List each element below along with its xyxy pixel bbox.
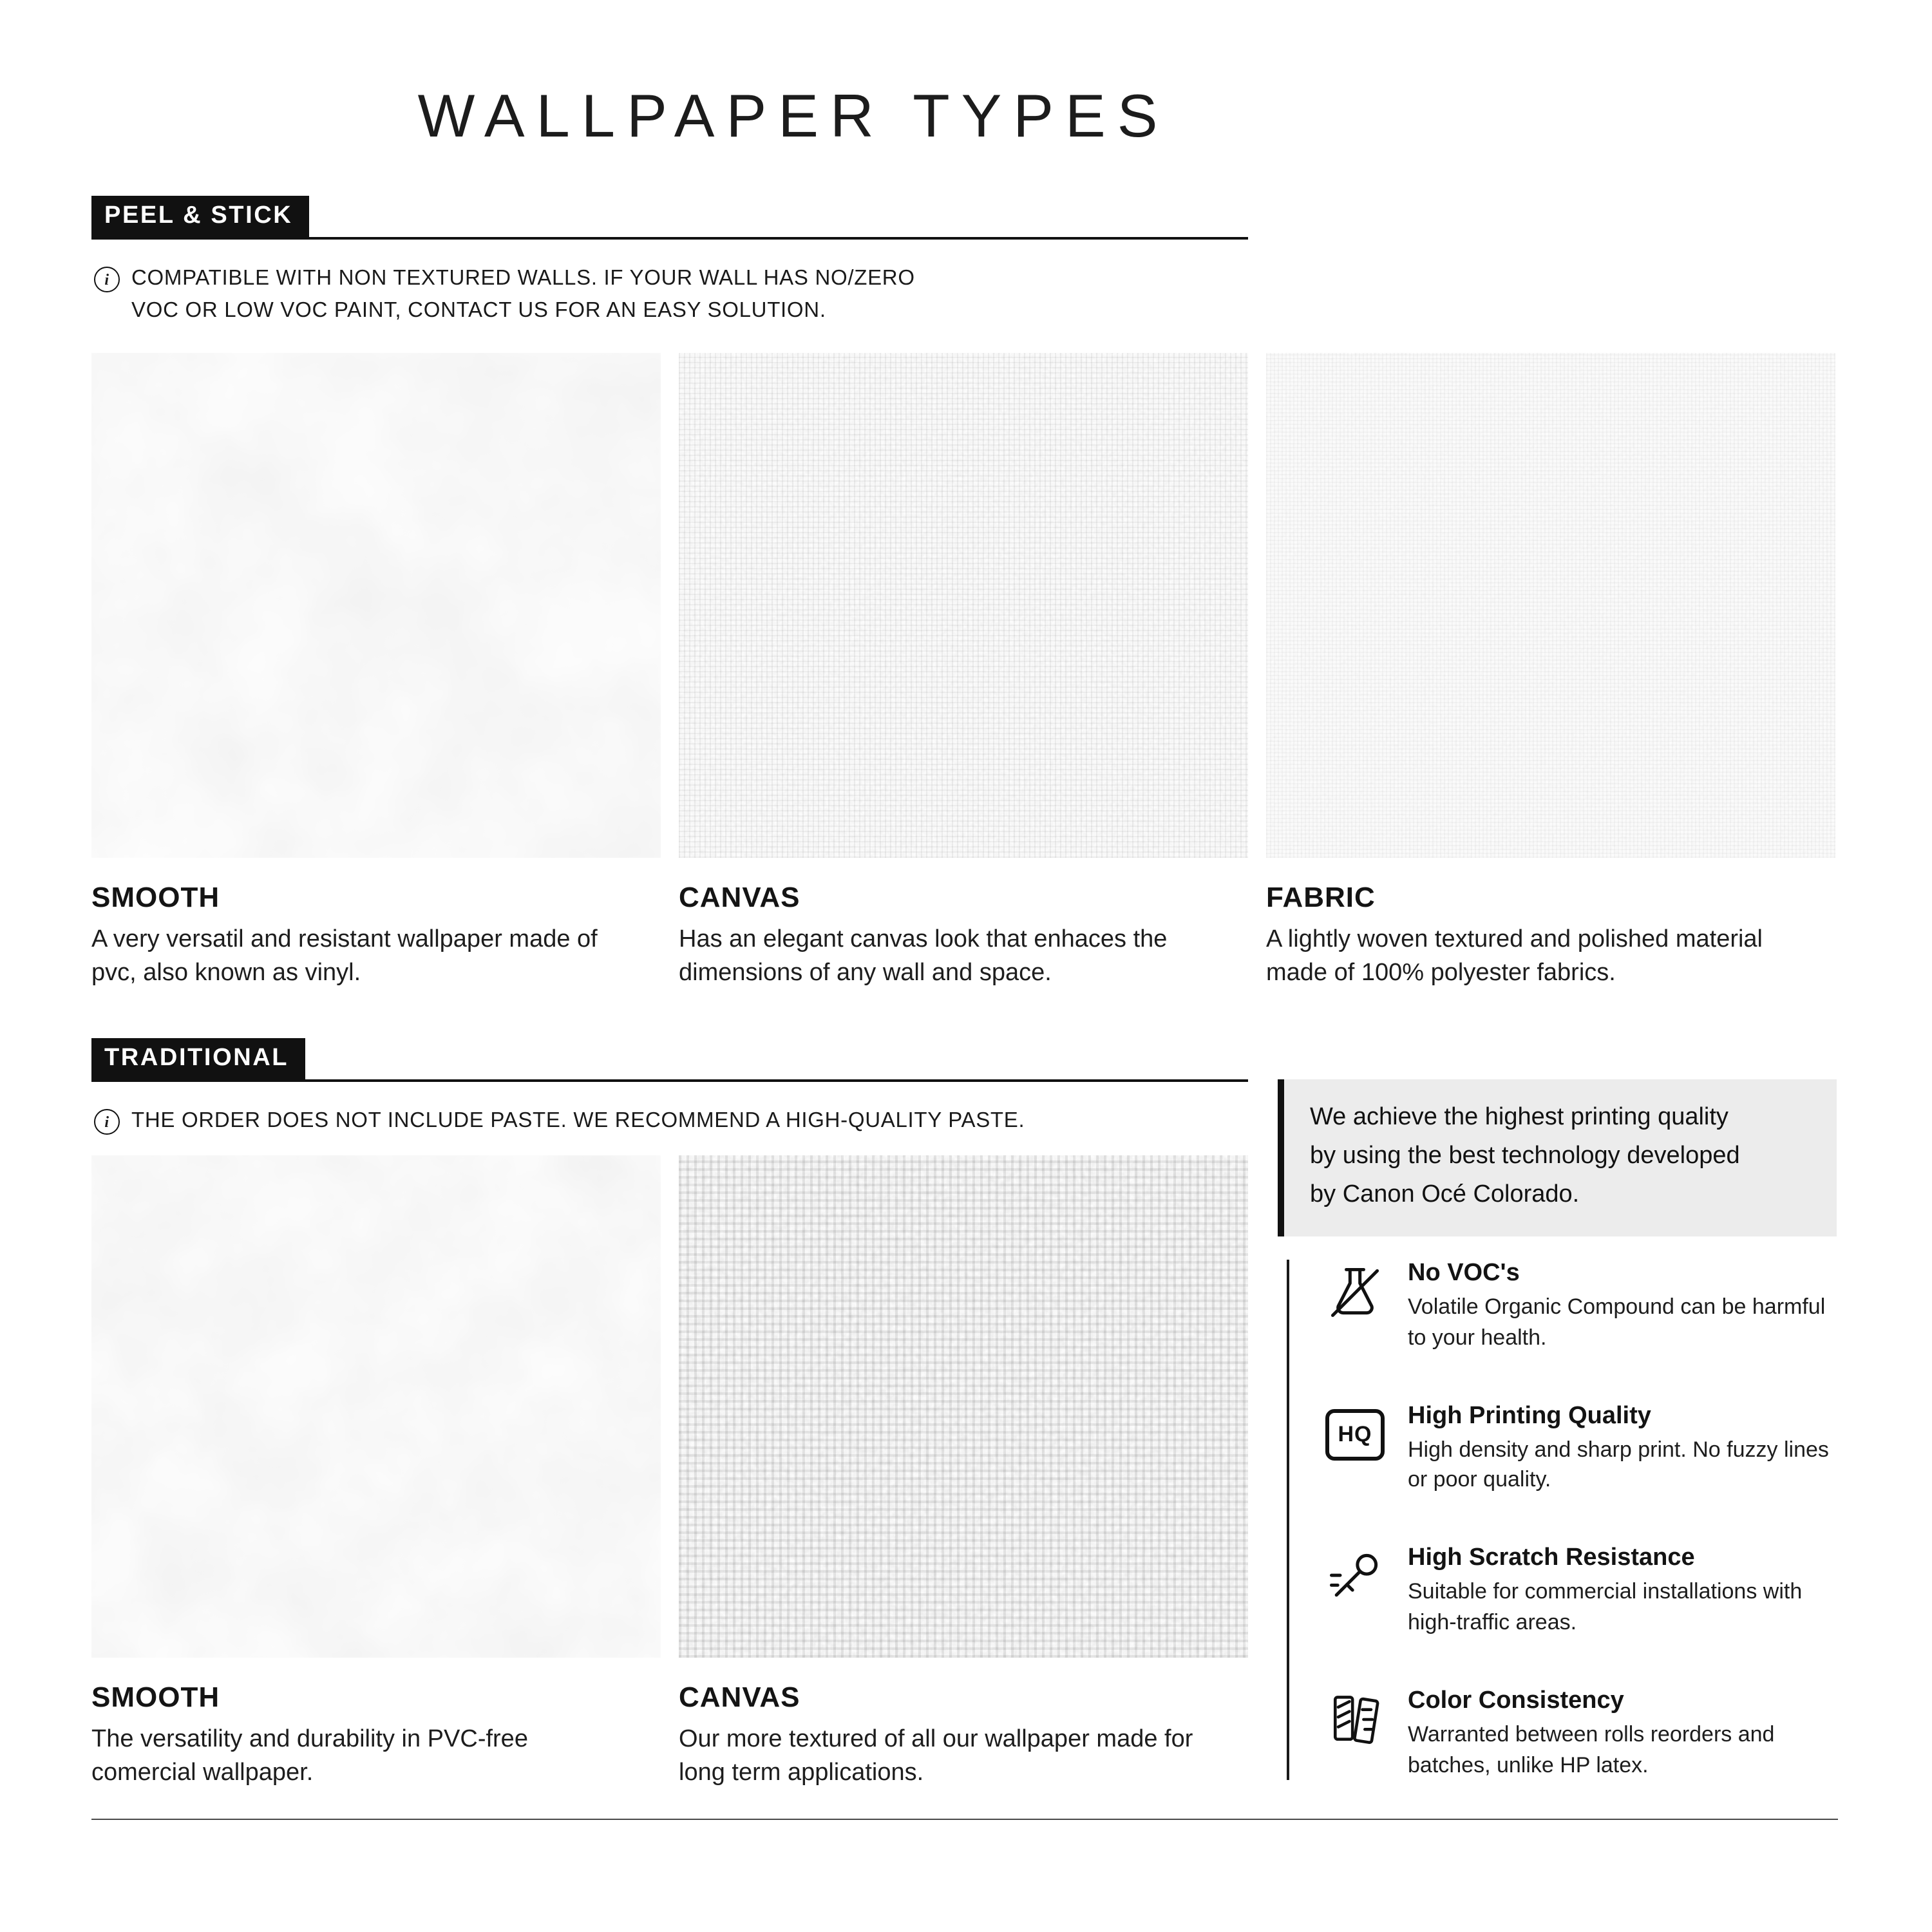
swatch-card-smooth (91, 353, 661, 991)
feature-description: Warranted between rolls reorders and batches, unlike HP latex. (1408, 1721, 1775, 1777)
swatch-description: The versatility and durability in PVC-free comercial wallpaper. (91, 1726, 528, 1787)
smooth-texture-image (91, 353, 661, 858)
traditional-note-text: THE ORDER DOES NOT INCLUDE PASTE. WE RECOMMEND A HIGH-QUALITY PASTE. (131, 1109, 1025, 1132)
features-list (1287, 1260, 1838, 1781)
feature-high-printing-quality (1323, 1402, 1838, 1495)
feature-description: High density and sharp print. No fuzzy lines or poor quality. (1408, 1437, 1829, 1492)
swatch-description: Has an elegant canvas look that enhaces the dimensions of any wall and space. (679, 926, 1168, 987)
swatch-name: SMOOTH (91, 1681, 220, 1713)
swatch-card-canvas-traditional (679, 1155, 1248, 1791)
no-voc-icon (1323, 1260, 1387, 1324)
feature-text (1408, 1402, 1838, 1495)
bottom-divider (91, 1819, 1838, 1820)
smooth-traditional-noise (91, 1155, 661, 1658)
feature-title: No VOC's (1408, 1260, 1520, 1287)
burlap-weave-overlay (679, 1155, 1248, 1658)
swatch-name: CANVAS (679, 1681, 800, 1713)
scratch-resistance-key-icon (1323, 1544, 1387, 1609)
feature-text (1408, 1260, 1838, 1353)
swatch-name: CANVAS (679, 881, 800, 913)
note-line-1: COMPATIBLE WITH NON TEXTURED WALLS. IF YOUR WALL HAS NO/ZERO (131, 267, 915, 290)
feature-color-consistency (1323, 1687, 1838, 1781)
swatch-name: SMOOTH (91, 881, 220, 913)
feature-title: High Printing Quality (1408, 1402, 1651, 1430)
peel-stick-note (94, 263, 915, 327)
swatch-name: FABRIC (1266, 881, 1376, 913)
feature-description: Suitable for commercial installations with high-traffic areas. (1408, 1579, 1803, 1634)
smooth-texture-noise (91, 353, 661, 858)
traditional-badge: TRADITIONAL (91, 1038, 305, 1079)
canvas-texture-image (679, 353, 1248, 858)
info-icon: i (94, 267, 120, 292)
fabric-texture-image (1266, 353, 1835, 858)
feature-scratch-resistance (1323, 1544, 1838, 1638)
printing-quality-text: We achieve the highest printing quality by using the best technology developed by Canon Océ Colorado. (1310, 1104, 1740, 1209)
feature-description: Volatile Organic Compound can be harmful to your health. (1408, 1294, 1826, 1350)
swatch-description: A lightly woven textured and polished material made of 100% polyester fabrics. (1266, 926, 1763, 987)
color-swatches-icon (1323, 1687, 1387, 1752)
traditional-note (94, 1105, 1025, 1137)
canvas-weave-overlay (679, 353, 1248, 858)
swatch-card-canvas (679, 353, 1248, 991)
feature-title: Color Consistency (1408, 1687, 1624, 1714)
traditional-section-header (91, 1038, 1248, 1082)
canvas-traditional-texture-image (679, 1155, 1248, 1658)
hq-icon (1323, 1402, 1387, 1466)
swatch-card-fabric (1266, 353, 1835, 991)
smooth-traditional-texture-image (91, 1155, 661, 1658)
note-line-2: VOC OR LOW VOC PAINT, CONTACT US FOR AN EASY SOLUTION. (131, 298, 826, 322)
page-title-wrap (0, 80, 1587, 151)
peel-stick-section-header (91, 196, 1248, 240)
peel-stick-note-text (131, 263, 915, 327)
feature-text (1408, 1544, 1838, 1638)
printing-quality-panel (1278, 1079, 1837, 1236)
feature-title: High Scratch Resistance (1408, 1544, 1695, 1572)
hq-icon-label: HQ (1325, 1408, 1385, 1460)
page-title: WALLPAPER TYPES (417, 81, 1170, 149)
fabric-weave-overlay (1266, 353, 1835, 858)
swatch-description: A very versatil and resistant wallpaper made of pvc, also known as vinyl. (91, 926, 598, 987)
peel-stick-badge: PEEL & STICK (91, 196, 309, 237)
feature-no-voc (1323, 1260, 1838, 1353)
swatch-description: Our more textured of all our wallpaper made for long term applications. (679, 1726, 1193, 1787)
peel-stick-swatch-row (91, 353, 1835, 991)
swatch-card-smooth-traditional (91, 1155, 661, 1791)
feature-text (1408, 1687, 1838, 1781)
traditional-swatch-row (91, 1155, 1248, 1791)
info-icon: i (94, 1109, 120, 1135)
